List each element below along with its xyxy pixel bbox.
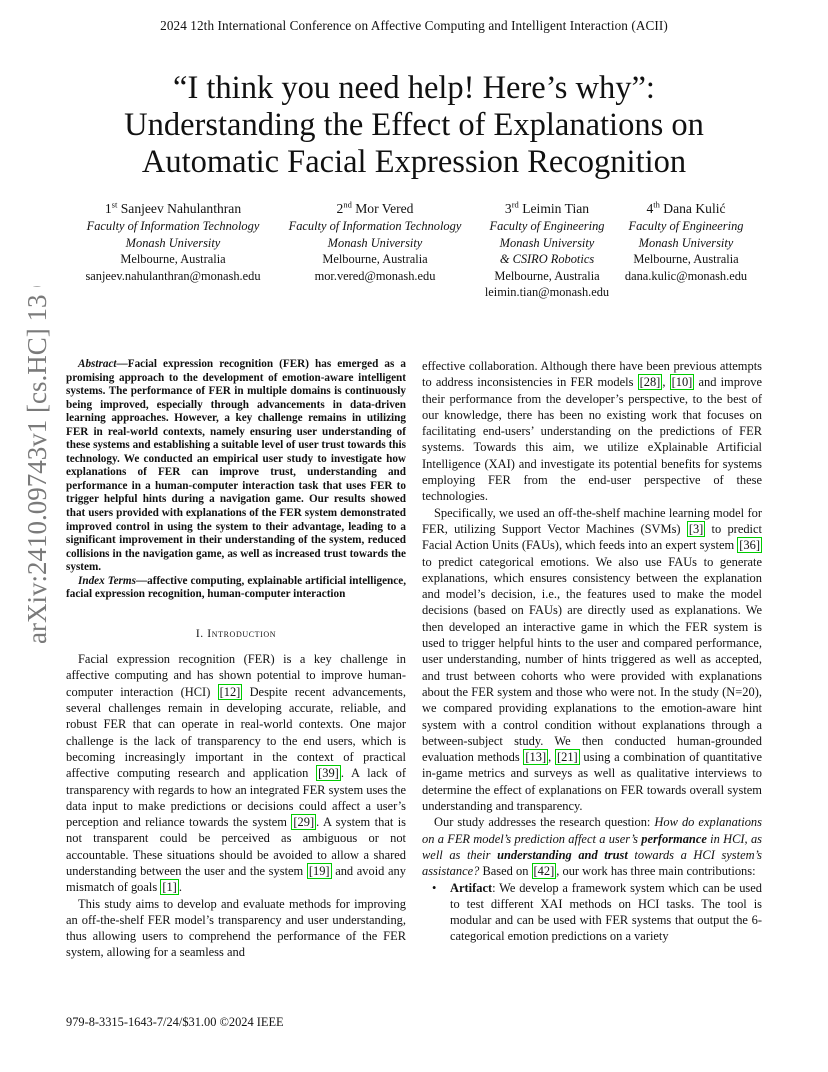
author-email: mor.vered@monash.edu	[314, 268, 436, 283]
citation-link[interactable]: [29]	[293, 815, 315, 830]
title-line-3: Automatic Facial Expression Recognition	[141, 144, 687, 180]
author-ordinal-suffix: nd	[343, 199, 352, 210]
author-ordinal: 3	[504, 201, 512, 216]
citation-link[interactable]: [12]	[219, 684, 241, 699]
index-terms	[66, 575, 406, 602]
author-name: Mor Vered	[355, 201, 414, 216]
author-faculty: Faculty of Engineering	[489, 219, 605, 233]
research-question-emphasis: performance	[641, 831, 707, 846]
title-line-1: “I think you need help! Here’s why”:	[173, 70, 655, 106]
paragraph-text: . A lack of transparency with regards to how an integrated FER system uses the data input to make predictions or decisions could affect a user’s perception and reliance towards the system	[66, 766, 407, 830]
author-location: Melbourne, Australia	[494, 268, 600, 283]
author-ordinal-suffix: th	[653, 199, 660, 210]
author-university: Monash University	[638, 235, 734, 250]
paper-title	[60, 70, 768, 181]
author-email: leimin.tian@monash.edu	[484, 285, 610, 300]
research-question-text: in HCI, as well as their	[422, 831, 762, 862]
bullet-text: : We develop a framework system which can be used to test different XAI methods on HCI tasks. The tool is modular and can be used with FER systems that output the 6-categorical emotion predictions on a variety	[450, 880, 762, 944]
arxiv-stamp	[16, 286, 56, 646]
citation-link[interactable]: [36]	[739, 538, 760, 553]
conference-header: 2024 12th International Conference on Affective Computing and Intelligent Interaction (ACII)	[160, 18, 668, 33]
paragraph-text: .	[178, 880, 182, 895]
copyright-footer: 979-8-3315-1643-7/24/$31.00 ©2024 IEEE	[66, 1015, 284, 1029]
paragraph-text: Facial expression recognition (FER) is a key challenge in affective computing and has shown potential to improve human-computer interaction (HCI)	[66, 652, 406, 699]
author-university: Monash University	[125, 235, 221, 250]
intro-paragraph-continued	[422, 358, 762, 505]
author-location: Melbourne, Australia	[633, 252, 739, 267]
author-ordinal-suffix: rd	[511, 199, 519, 210]
paragraph-text: to predict categorical emotions. We also use FAUs to generate explanations, which ensures consistency between the explanation and model’s decision, i.e., the features used to make the model decisions (based on FAUs) are directly used as explanations. We then developed an interactive game in which the FER system is used to trigger helpful hints to the user and compared performance, user understanding, number of hints triggered as well as accepted, and trust between cohorts who were provided with explanations about the FER system and those who were not. In the study (N=20), we compared providing explanations to the emotion-aware hint system with a control condition without explanations through a between-subject study. We then conducted human-grounded evaluation methods	[422, 554, 762, 765]
paragraph-text: ,	[662, 375, 670, 390]
citation-link[interactable]: [21]	[556, 750, 578, 765]
paragraph-text: . A system that is not transparent could be perceived as ambiguous or not accountable. These situations should be avoided to allow a shared understanding between the user and the system	[66, 815, 407, 878]
paragraph-text: and improve their performance from the developer’s perspective, to the best of our knowledge, there has been no existing work that focuses on facilitating end-users’ understanding on the predictions of FER systems. Towards this aim, we utilize eXplainable Artificial Intelligence (XAI) and investigate its potential benefits for systems employing FER from the end-user perspective of these technologies.	[422, 375, 763, 504]
citation-link[interactable]: [13]	[525, 750, 547, 765]
research-question-emphasis: understanding and trust	[497, 847, 628, 862]
abstract-lead: Abstract	[78, 358, 117, 370]
paragraph-text: Based on	[479, 864, 532, 879]
index-terms-text: affective computing, explainable artificial intelligence, facial expression recognition, human-computer interaction	[66, 574, 406, 601]
author-3	[472, 200, 622, 301]
paragraph-text: to predict Facial Action Units (FAUs), which feeds into an expert system	[422, 521, 762, 553]
citation-link[interactable]: [3]	[688, 521, 704, 536]
author-email: sanjeev.nahulanthran@monash.edu	[85, 268, 261, 283]
author-university: Monash University	[327, 235, 423, 250]
author-2	[270, 200, 480, 284]
citation-link[interactable]: [39]	[318, 766, 339, 781]
citation-link[interactable]: [42]	[533, 864, 555, 879]
author-affiliation-extra: & CSIRO Robotics	[499, 252, 595, 267]
paragraph-text: , our work has three main contributions:	[556, 864, 756, 879]
section-heading-introduction: I. Introduction	[195, 626, 277, 640]
contribution-bullet-1	[422, 880, 762, 945]
bullet-label: Artifact	[450, 880, 493, 895]
intro-paragraph-1	[66, 651, 406, 895]
author-university: Monash University	[499, 235, 595, 250]
research-question-text: towards a HCI system’s assistance?	[422, 847, 762, 879]
index-terms-dash: —	[135, 574, 148, 587]
citation-link[interactable]: [28]	[639, 375, 661, 390]
intro-paragraph-3	[422, 505, 762, 815]
author-4	[616, 200, 756, 284]
abstract-text: Facial expression recognition (FER) has emerged as a promising approach to the development of emotion-aware intelligent systems. The performance of FER in multiple domains is continuously being improved, especially through advancements in data-driven learning approaches. However, a key challenge remains in utilizing FER in real-world contexts, namely ensuring user understanding of these systems and establishing a suitable level of user trust towards this technology. We conducted an empirical user study to investigate how explanations of FER can improve trust, understanding and performance in a human-computer interaction task that uses FER to trigger helpful hints during a navigation game. Our results showed that users provided with explanations of the FER system demonstrated improved control in using the system to their advantage, leading to a significant improvement in their understanding of the system, reduced collisions in the navigation game, as well as increased trust towards the system.	[66, 358, 406, 574]
author-ordinal: 4	[646, 201, 654, 216]
author-name: Dana Kulić	[663, 201, 726, 216]
author-1	[66, 200, 280, 284]
paragraph-text: Specifically, we used an off-the-shelf machine learning model for FER, utilizing Support Vector Machines (SVMs)	[422, 505, 762, 536]
paragraph-text: and avoid any mismatch of goals	[66, 864, 406, 895]
intro-paragraph-4	[422, 814, 762, 879]
title-line-2: Understanding the Effect of Explanations on	[124, 107, 704, 143]
right-column	[422, 358, 762, 945]
paragraph-text: effective collaboration. Although there have been previous attempts to address inconsistencies in FER models	[422, 359, 762, 390]
abstract-dash: —	[116, 358, 128, 370]
bullet-dot: •	[432, 880, 437, 895]
paragraph-text: ,	[548, 750, 555, 765]
author-ordinal-suffix: st	[111, 199, 118, 210]
author-name: Leimin Tian	[522, 201, 590, 216]
left-column	[66, 358, 406, 961]
citation-link[interactable]: [19]	[308, 864, 330, 878]
author-name: Sanjeev Nahulanthran	[120, 201, 242, 216]
paragraph-text: Despite recent advancements, several challenges remain in developing accurate, reliable, and robust FER that can operate in real-world contexts. One major challenge is the lack of transparency to the end users, which is becoming increasingly important in the context of practical affective computing research and application	[66, 684, 406, 781]
author-email: dana.kulic@monash.edu	[624, 268, 748, 283]
author-faculty: Faculty of Engineering	[628, 219, 744, 233]
abstract	[66, 358, 406, 575]
citation-link[interactable]: [1]	[162, 880, 177, 895]
index-terms-lead: Index Terms	[78, 574, 136, 587]
paragraph-text: using a combination of quantitative in-game metrics and surveys as well as qualitative interviews to determine the effect of explanations on FER towards overall system understanding and transparency.	[422, 750, 762, 814]
intro-paragraph-2: This study aims to develop and evaluate methods for improving an off-the-shelf FER model’s transparency and user understanding, thus allowing users to comprehend the performance of the FER system, allowing for a seamless and	[66, 896, 406, 960]
paragraph-text: Our study addresses the research question:	[434, 815, 655, 830]
author-faculty: Faculty of Information Technology	[288, 219, 462, 233]
citation-link[interactable]: [10]	[671, 375, 693, 390]
author-location: Melbourne, Australia	[120, 252, 226, 267]
author-location: Melbourne, Australia	[322, 252, 428, 267]
author-faculty: Faculty of Information Technology	[86, 219, 260, 233]
author-ordinal: 1	[104, 201, 112, 216]
author-ordinal: 2	[336, 201, 344, 216]
arxiv-stamp-text: arXiv:2410.09743v1 [cs.HC] 13 Oct 2024	[22, 286, 52, 644]
research-question-text: How do explanations on a FER model’s prediction affect a user’s	[422, 815, 762, 846]
